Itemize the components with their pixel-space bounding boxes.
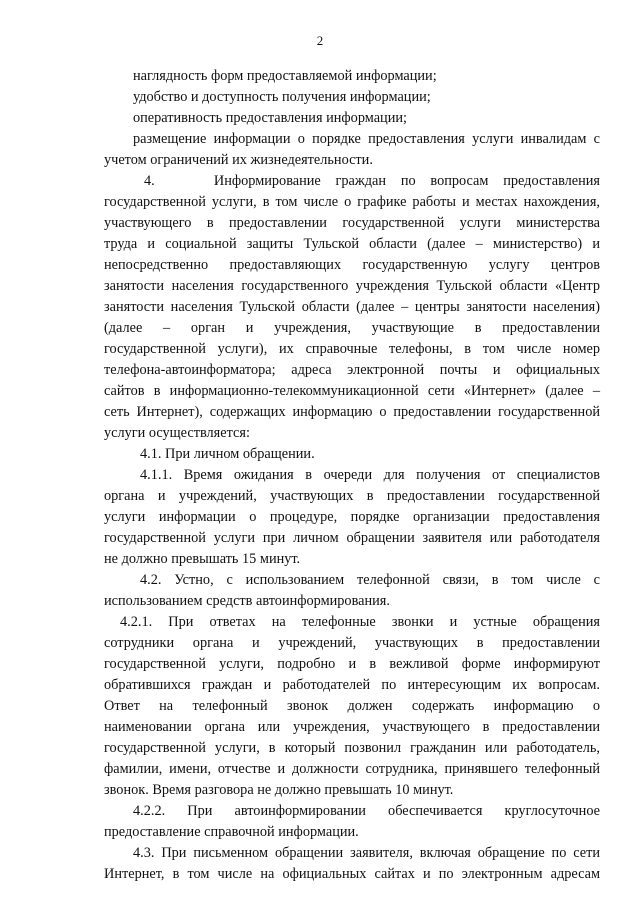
- text-line: использованием средств автоинформирования.: [104, 593, 390, 609]
- page-number: 2: [316, 33, 324, 48]
- text-line: телефона-автоинформатора; адреса электронной почты и официальных: [104, 362, 600, 378]
- text-line: обратившихся граждан и работодателей по интересующим их вопросам.: [104, 677, 600, 693]
- text-line: сотрудники органа и учреждений, участвующих в предоставлении: [104, 635, 600, 651]
- text-line: 4.1.1. Время ожидания в очереди для получения от специалистов: [140, 467, 600, 483]
- text-line: государственной услуги, подробно и в вежливой форме информируют: [104, 656, 600, 672]
- text-line: оперативность предоставления информации;: [133, 110, 407, 126]
- text-line: сеть Интернет), содержащих информацию о предоставлении государственной: [104, 404, 600, 420]
- text-line: удобство и доступность получения информации;: [133, 89, 431, 105]
- text-line: размещение информации о порядке предоставления услуги инвалидам с: [133, 131, 600, 147]
- text-line: 4.2. Устно, с использованием телефонной связи, в том числе с: [140, 572, 600, 588]
- text-line: 4. Информирование граждан по вопросам предоставления: [144, 173, 600, 189]
- text-line: звонок. Время разговора не должно превышать 10 минут.: [104, 782, 454, 798]
- text-line: Ответ на телефонный звонок должен содержать информацию о: [104, 698, 600, 714]
- text-line: участвующего в предоставлении государственной услуги министерства: [104, 215, 600, 231]
- text-line: труда и социальной защиты Тульской области (далее – министерство) и: [104, 236, 600, 252]
- text-line: 4.2.1. При ответах на телефонные звонки и устные обращения: [120, 614, 600, 630]
- text-line: государственной услуги, в который позвонил гражданин или работодатель,: [104, 740, 600, 756]
- text-line: фамилии, имени, отчестве и должности сотрудника, принявшего телефонный: [104, 761, 600, 777]
- text-line: учетом ограничений их жизнедеятельности.: [104, 152, 373, 168]
- text-line: Интернет, в том числе на официальных сайтах и по электронным адресам: [104, 866, 600, 882]
- text-line: органа и учреждений, участвующих в предоставлении государственной: [104, 488, 600, 504]
- text-line: не должно превышать 15 минут.: [104, 551, 301, 567]
- text-line: занятости населения государственного учреждения Тульской области «Центр: [104, 278, 600, 294]
- text-line: сайтов в информационно-телекоммуникационной сети «Интернет» (далее –: [104, 383, 600, 399]
- text-line: наглядность форм предоставляемой информации;: [133, 68, 437, 84]
- text-line: 4.2.2. При автоинформировании обеспечивается круглосуточное: [133, 803, 600, 819]
- text-line: предоставление справочной информации.: [104, 824, 359, 840]
- text-line: государственной услуги при личном обращении заявителя или работодателя: [104, 530, 600, 546]
- text-line: занятости населения Тульской области (далее – центры занятости населения): [104, 299, 600, 315]
- text-line: государственной услуги), их справочные телефоны, в том числе номер: [104, 341, 600, 357]
- text-line: непосредственно предоставляющих государственную услугу центров: [104, 257, 600, 273]
- text-line: услуги информации о процедуре, порядке организации предоставления: [104, 509, 600, 525]
- text-line: услуги осуществляется:: [104, 425, 250, 441]
- text-line: 4.3. При письменном обращении заявителя, включая обращение по сети: [133, 845, 600, 861]
- text-line: государственной услуги, в том числе о графике работы и местах нахождения,: [104, 194, 600, 210]
- text-line: (далее – орган и учреждения, участвующие в предоставлении: [104, 320, 600, 336]
- text-line: 4.1. При личном обращении.: [140, 446, 315, 462]
- text-line: наименовании органа или учреждения, участвующего в предоставлении: [104, 719, 600, 735]
